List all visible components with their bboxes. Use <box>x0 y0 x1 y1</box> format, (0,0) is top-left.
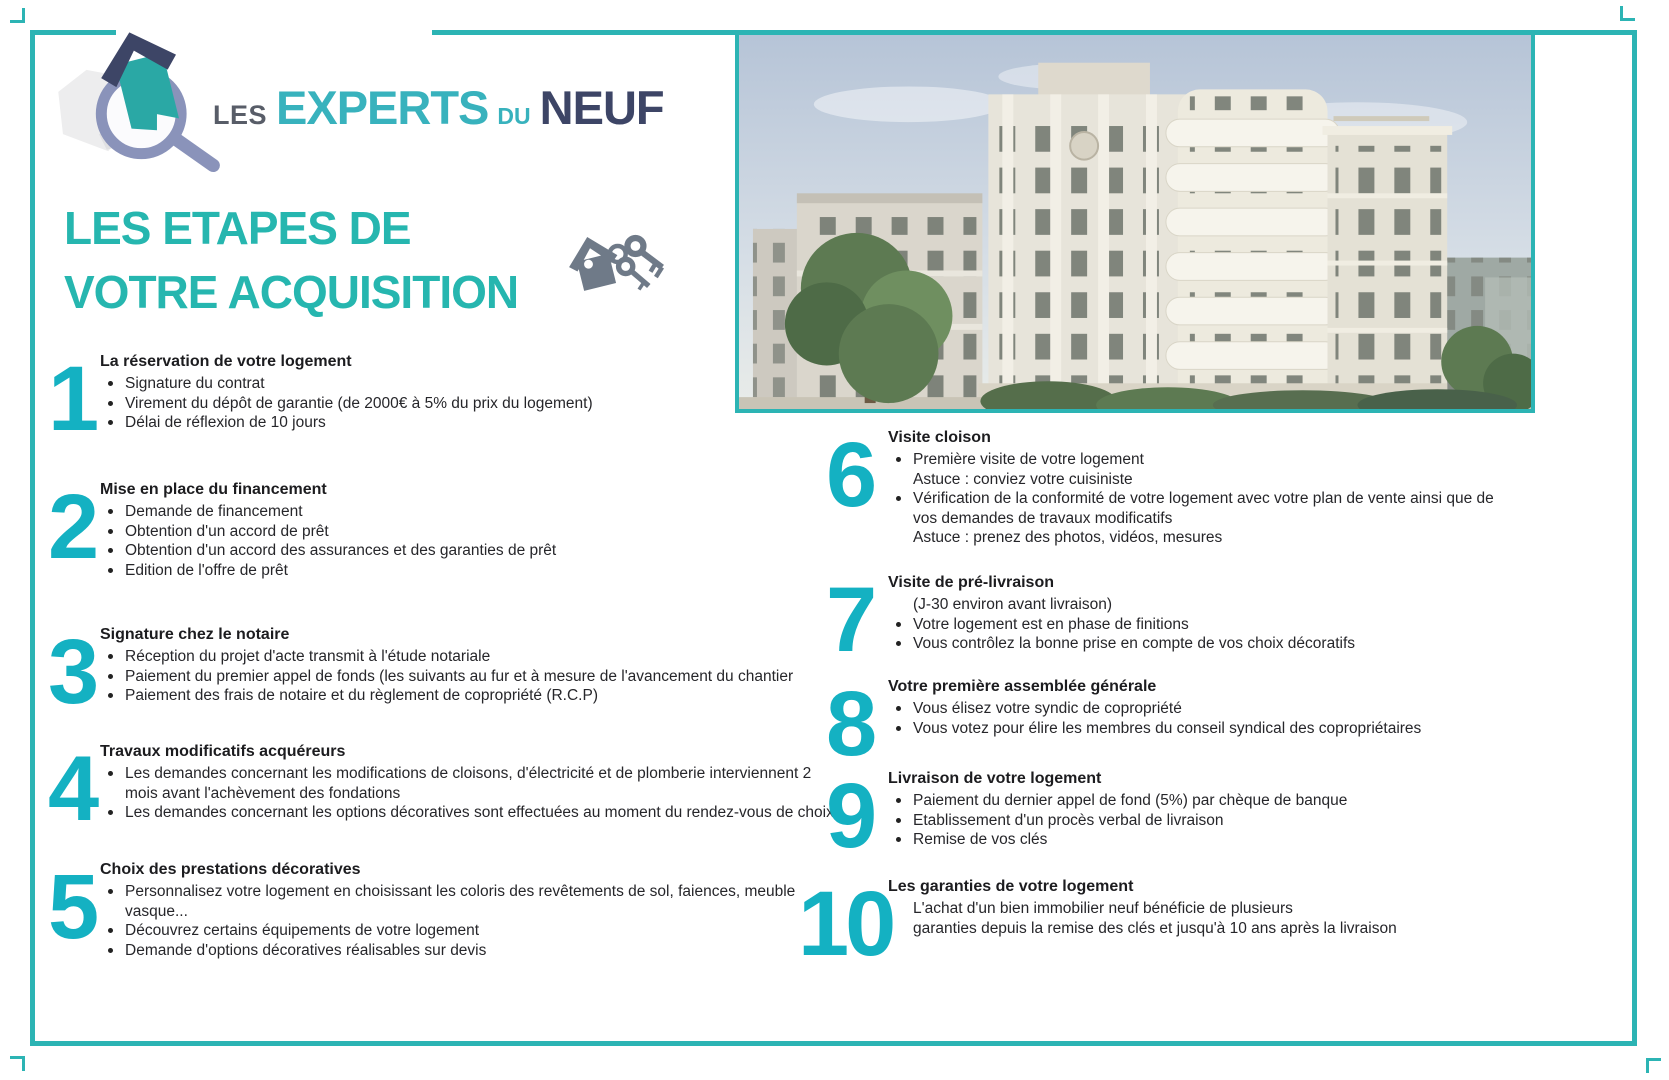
bullet-text: Première visite de votre logement <box>913 451 1144 468</box>
step-4-heading: Travaux modificatifs acquéreurs <box>100 743 346 760</box>
logo-word-les: LES <box>213 100 268 130</box>
step-3-heading: Signature chez le notaire <box>100 626 290 643</box>
bullet: Vous contrôlez la bonne prise en compte de vos choix décoratifs <box>888 634 1518 654</box>
new-building-render-photo <box>735 31 1535 413</box>
bullet: Paiement du premier appel de fonds (les suivants au fur et à mesure de l'avancement du chantier <box>100 667 838 687</box>
step-10-heading: Les garanties de votre logement <box>888 878 1134 895</box>
bullet: Obtention d'un accord de prêt <box>100 522 808 542</box>
bullet: Les demandes concernant les options décoratives sont effectuées au moment du rendez-vous de choix <box>100 803 838 823</box>
page-title <box>64 196 518 324</box>
step-4-number: 4 <box>48 738 96 840</box>
bullet: Paiement des frais de notaire et du règlement de copropriété (R.C.P) <box>100 686 838 706</box>
step-7-heading: Visite de pré-livraison <box>888 574 1054 591</box>
step-6-bullets <box>888 450 1518 548</box>
bullet: Remise de vos clés <box>888 830 1518 850</box>
step-6-number: 6 <box>826 424 874 526</box>
step-10-number: 10 <box>798 873 893 975</box>
step-3-bullets <box>100 647 838 706</box>
step-7 <box>826 569 1518 671</box>
bullet: Votre logement est en phase de finitions <box>888 615 1518 635</box>
step-3-number: 3 <box>48 621 96 723</box>
bullet <box>888 489 1518 548</box>
bullet: Vous élisez votre syndic de copropriété <box>888 699 1518 719</box>
bullet-note: Astuce : conviez votre cuisiniste <box>913 470 1133 488</box>
house-keychain-keys-icon <box>560 222 670 302</box>
bullet: Découvrez certains équipements de votre logement <box>100 921 808 941</box>
step-5-heading: Choix des prestations décoratives <box>100 861 361 878</box>
step-8-bullets <box>888 699 1518 738</box>
step-9-heading: Livraison de votre logement <box>888 770 1102 787</box>
step-2-heading: Mise en place du financement <box>100 481 327 498</box>
step-8-heading: Votre première assemblée générale <box>888 678 1157 695</box>
step-2 <box>48 476 808 580</box>
bullet-text: Vérification de la conformité de votre logement avec votre plan de vente ainsi que de vos demandes de travaux modificatifs <box>913 490 1494 527</box>
page-title-line2: VOTRE ACQUISITION <box>64 266 519 318</box>
bullet: Vous votez pour élire les membres du conseil syndical des copropriétaires <box>888 719 1518 739</box>
step-2-number: 2 <box>48 476 96 578</box>
step-6 <box>826 424 1518 548</box>
bullet: Virement du dépôt de garantie (de 2000€ à 5% du prix du logement) <box>100 394 808 414</box>
logo-wordmark <box>213 80 664 135</box>
step-5-number: 5 <box>48 856 96 958</box>
corner-mark-bottom-left <box>10 1056 25 1071</box>
step-7-subheading: (J-30 environ avant livraison) <box>913 596 1113 613</box>
step-1 <box>48 348 808 450</box>
bullet: Edition de l'offre de prêt <box>100 561 808 581</box>
corner-mark-bottom-right <box>1646 1058 1661 1073</box>
bullet: Délai de réflexion de 10 jours <box>100 413 808 433</box>
step-7-number: 7 <box>826 569 874 671</box>
step-9-bullets <box>888 791 1518 850</box>
bullet: Réception du projet d'acte transmit à l'étude notariale <box>100 647 838 667</box>
step-4-bullets <box>100 764 838 823</box>
step-5-bullets <box>100 882 808 960</box>
magnifier-house-logo-icon <box>52 2 232 184</box>
logo-word-neuf: NEUF <box>539 81 664 134</box>
bullet: Paiement du dernier appel de fond (5%) par chèque de banque <box>888 791 1518 811</box>
step-5 <box>48 856 808 960</box>
bullet-note: Astuce : prenez des photos, vidéos, mesures <box>913 529 1223 546</box>
step-9-number: 9 <box>826 765 874 867</box>
logo-word-du: DU <box>497 103 531 129</box>
bullet: Demande d'options décoratives réalisables sur devis <box>100 941 808 961</box>
bullet: Demande de financement <box>100 502 808 522</box>
step-1-number: 1 <box>48 348 96 450</box>
step-10 <box>798 873 1518 975</box>
bullet: Etablissement d'un procès verbal de livraison <box>888 811 1518 831</box>
bullet: Les demandes concernant les modifications de cloisons, d'électricité et de plomberie interviennent 2 mois avant l'achèvement des fondations <box>100 764 838 803</box>
page-title-line1: LES ETAPES DE <box>64 202 411 254</box>
step-10-line: L'achat d'un bien immobilier neuf bénéficie de plusieurs <box>913 900 1293 917</box>
step-8-number: 8 <box>826 673 874 775</box>
corner-mark-top-left <box>10 8 25 23</box>
bullet: Obtention d'un accord des assurances et des garanties de prêt <box>100 541 808 561</box>
step-2-bullets <box>100 502 808 580</box>
step-6-heading: Visite cloison <box>888 429 991 446</box>
step-8 <box>826 673 1518 775</box>
step-1-heading: La réservation de votre logement <box>100 353 352 370</box>
corner-mark-top-right <box>1620 6 1635 21</box>
bullet: Signature du contrat <box>100 374 808 394</box>
step-1-bullets <box>100 374 808 433</box>
step-7-bullets <box>888 615 1518 654</box>
bullet: Personnalisez votre logement en choisissant les coloris des revêtements de sol, faiences, meuble vasque... <box>100 882 808 921</box>
step-4 <box>48 738 838 840</box>
step-3 <box>48 621 838 723</box>
step-9 <box>826 765 1518 867</box>
bullet <box>888 450 1518 489</box>
logo-word-experts: EXPERTS <box>276 81 489 134</box>
step-10-line: garanties depuis la remise des clés et jusqu'à 10 ans après la livraison <box>913 919 1397 937</box>
